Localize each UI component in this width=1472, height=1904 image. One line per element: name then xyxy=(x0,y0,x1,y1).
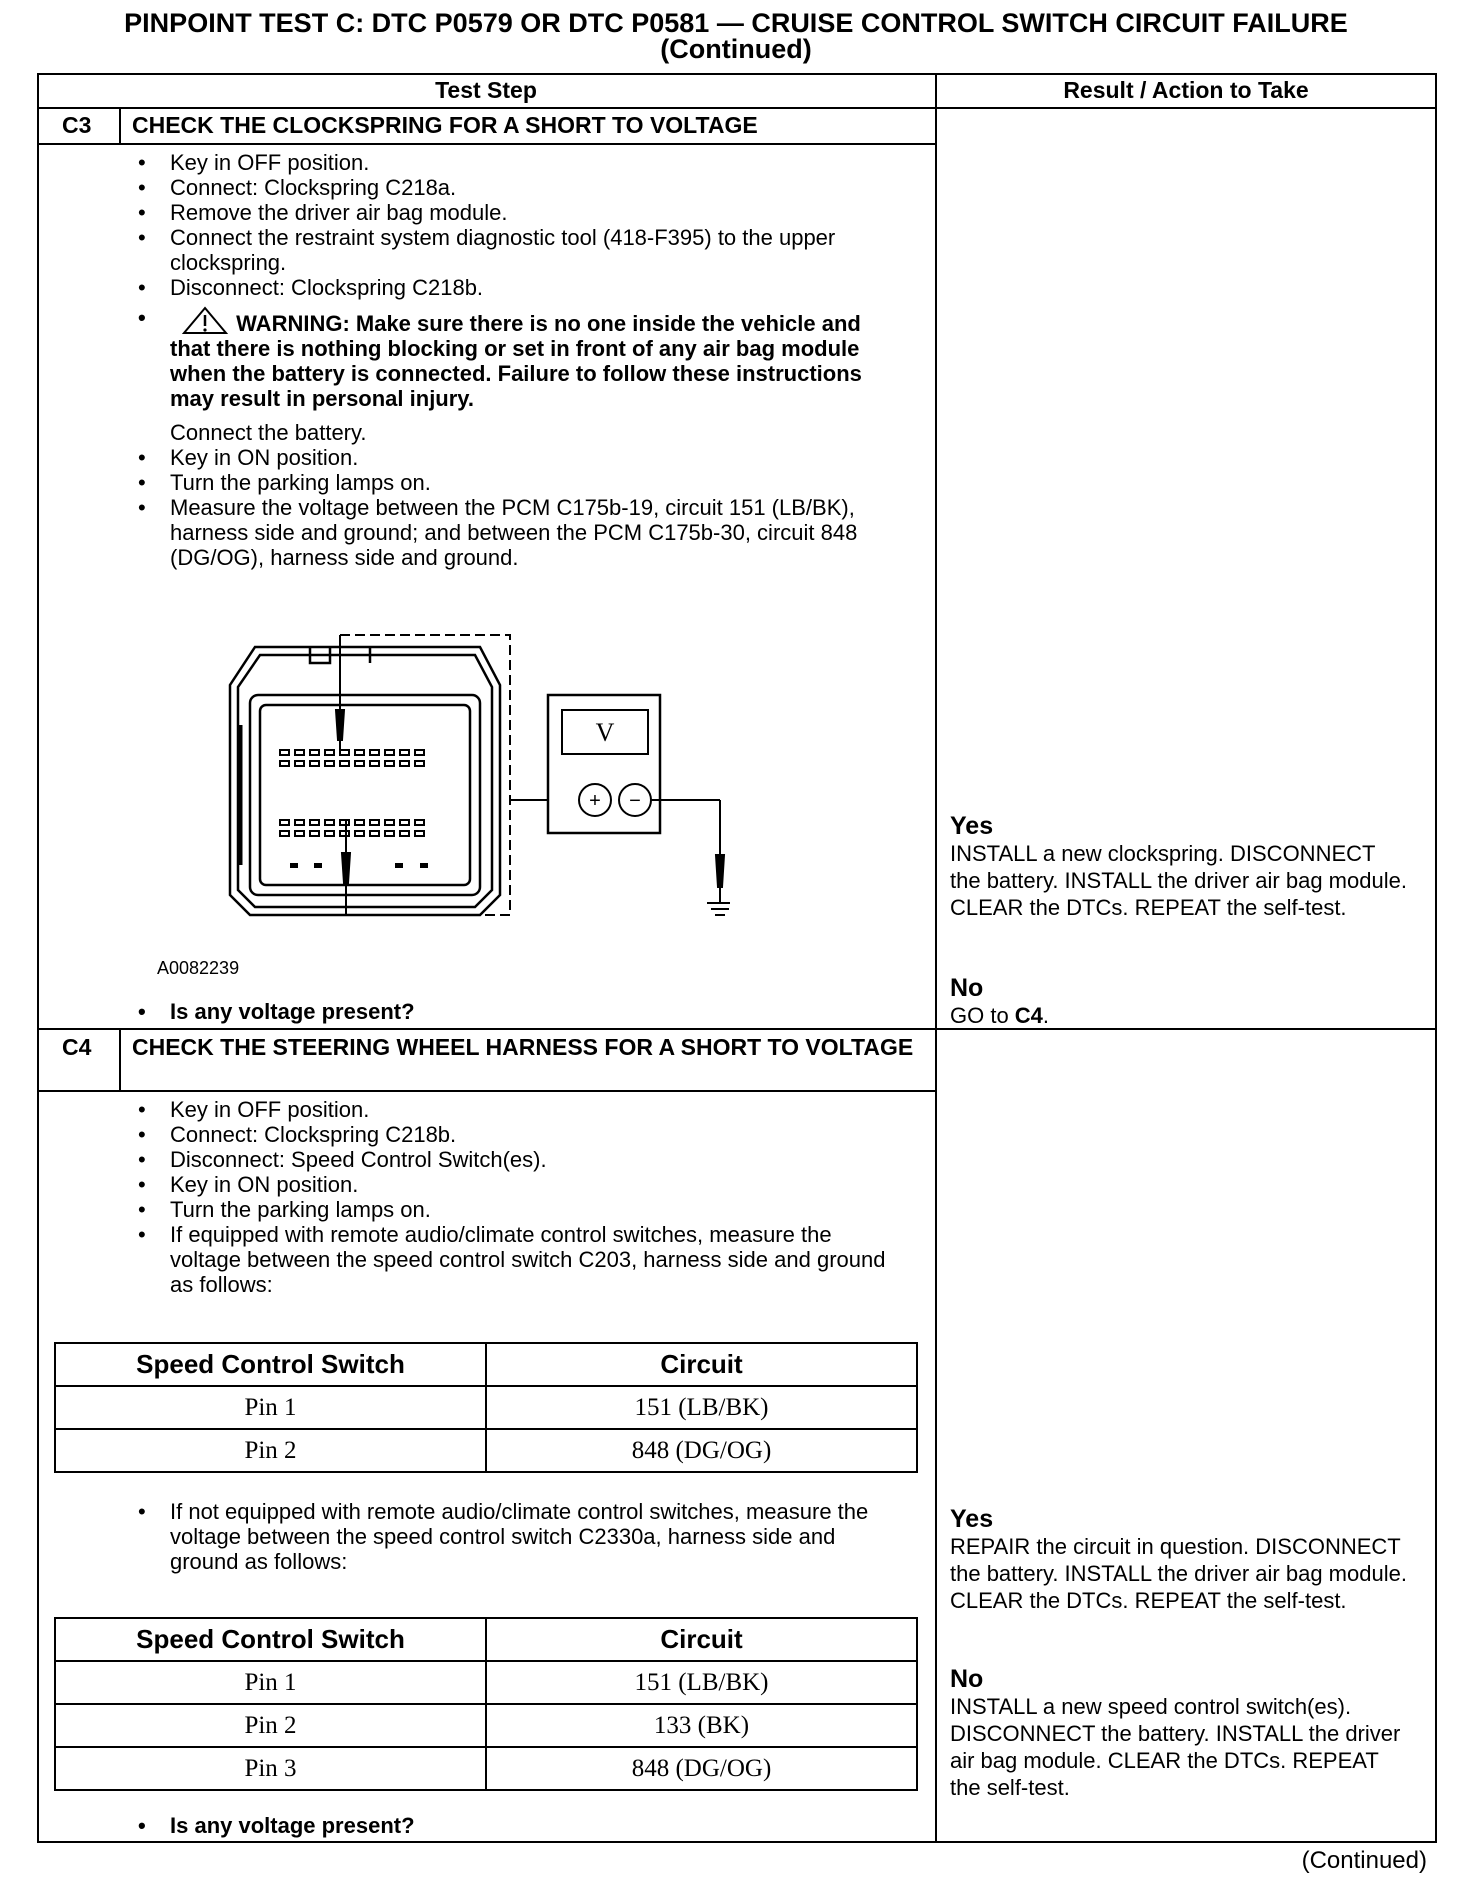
pin-cell: Pin 1 xyxy=(55,1386,486,1429)
no-action xyxy=(950,1002,1410,1029)
voltage-measurement-diagram xyxy=(210,625,730,945)
circuit-cell: 133 (BK) xyxy=(486,1704,917,1747)
connector-lower-cavities xyxy=(290,863,428,868)
c4-instructions-alt xyxy=(138,1499,908,1574)
list-item: • Key in OFF position. xyxy=(138,1097,908,1122)
c3-id-divider xyxy=(119,107,121,145)
list-item: • If equipped with remote audio/climate control switches, measure the voltage between the speed control switch C203, harness side and ground as follows: xyxy=(138,1222,908,1297)
c3-question xyxy=(138,999,898,1024)
c4-question xyxy=(138,1813,898,1838)
list-item: • Key in OFF position. xyxy=(138,150,908,175)
c4-result-no xyxy=(950,1665,1410,1801)
circuit-cell: 151 (LB/BK) xyxy=(486,1661,917,1704)
yes-heading: Yes xyxy=(950,1505,994,1533)
no-heading: No xyxy=(950,1665,984,1693)
list-item: • Key in ON position. xyxy=(138,445,908,470)
table-row xyxy=(55,1386,917,1429)
pin-cell: Pin 2 xyxy=(55,1429,486,1472)
result-action-header: Result / Action to Take xyxy=(1063,77,1309,103)
test-step-header: Test Step xyxy=(435,77,537,103)
warning-triangle-icon xyxy=(180,305,230,335)
c4-result-yes xyxy=(950,1505,1410,1614)
column-divider xyxy=(935,73,937,1843)
list-item: • Key in ON position. xyxy=(138,1172,908,1197)
c3-step-title: CHECK THE CLOCKSPRING FOR A SHORT TO VOLTAGE xyxy=(132,112,758,138)
question-text: • Is any voltage present? xyxy=(138,999,898,1024)
circuit-cell: 848 (DG/OG) xyxy=(486,1747,917,1790)
question-text: • Is any voltage present? xyxy=(138,1813,898,1838)
yes-heading: Yes xyxy=(950,812,994,840)
list-item: • Connect the restraint system diagnostic tool (418-F395) to the upper clockspring. xyxy=(138,225,908,275)
c4-title-divider xyxy=(37,1090,937,1092)
no-action-suffix: . xyxy=(1042,1003,1050,1028)
table-row xyxy=(55,1661,917,1704)
pcm-connector-illustration xyxy=(230,647,500,915)
table-header-row xyxy=(55,1618,917,1661)
c3-warning xyxy=(138,305,898,411)
page-title: PINPOINT TEST C: DTC P0579 OR DTC P0581 — CRUISE CONTROL SWITCH CIRCUIT FAILURE xyxy=(124,8,1348,38)
warning-item xyxy=(138,305,898,411)
c3-instructions-continued xyxy=(138,420,908,570)
circuit-cell: 848 (DG/OG) xyxy=(486,1429,917,1472)
ground-lead xyxy=(651,800,730,915)
list-item: • If not equipped with remote audio/climate control switches, measure the voltage between the speed control switch C2330a, harness side and ground as follows: xyxy=(138,1499,908,1574)
no-heading: No xyxy=(950,974,984,1002)
list-item: • Disconnect: Speed Control Switch(es). xyxy=(138,1147,908,1172)
list-item: • Measure the voltage between the PCM C175b-19, circuit 151 (LB/BK), harness side and ground; and between the PCM C175b-30, circuit 848 (DG/OG), harness side and ground. xyxy=(138,495,908,570)
pin-cell: Pin 2 xyxy=(55,1704,486,1747)
c3-title-divider xyxy=(37,143,937,145)
header-row-divider xyxy=(37,107,1437,109)
yes-action: REPAIR the circuit in question. DISCONNECT the battery. INSTALL the driver air bag module. CLEAR the DTCs. REPEAT the self-test. xyxy=(950,1534,1407,1613)
column-header: Circuit xyxy=(486,1343,917,1386)
voltmeter-illustration xyxy=(548,695,660,833)
voltmeter-minus-label: − xyxy=(629,790,641,812)
pin-cell: Pin 3 xyxy=(55,1747,486,1790)
list-item: • Connect: Clockspring C218b. xyxy=(138,1122,908,1147)
pin-cell: Pin 1 xyxy=(55,1661,486,1704)
list-item: Connect the battery. xyxy=(170,420,367,445)
column-header: Speed Control Switch xyxy=(55,1618,486,1661)
column-header: Speed Control Switch xyxy=(55,1343,486,1386)
table-row xyxy=(55,1429,917,1472)
column-header: Circuit xyxy=(486,1618,917,1661)
list-item: • Turn the parking lamps on. xyxy=(138,470,908,495)
warning-text: WARNING: Make sure there is no one inside the vehicle and that there is nothing blocking or set in front of any air bag module when the battery is connected. Failure to follow these instructions may result in personal injury. xyxy=(170,311,862,411)
voltmeter-display-label: V xyxy=(595,718,615,747)
pin-circuit-table-c2330a xyxy=(54,1617,918,1791)
voltmeter-plus-label: + xyxy=(589,790,601,812)
no-action-text: GO to xyxy=(950,1003,1015,1028)
connector-pin-rows xyxy=(280,750,424,836)
table-header-row xyxy=(55,1343,917,1386)
circuit-cell: 151 (LB/BK) xyxy=(486,1386,917,1429)
goto-c4-link[interactable]: C4 xyxy=(1014,1003,1043,1028)
list-item: • Connect: Clockspring C218a. xyxy=(138,175,908,200)
table-row xyxy=(55,1747,917,1790)
c3-result-yes xyxy=(950,812,1410,921)
c3-instructions xyxy=(138,150,908,300)
list-item: • Disconnect: Clockspring C218b. xyxy=(138,275,908,300)
continued-footer: (Continued) xyxy=(1301,1847,1427,1874)
c3-result-no xyxy=(950,974,1410,1029)
table-row xyxy=(55,1704,917,1747)
c4-id-divider xyxy=(119,1028,121,1092)
figure-caption: A0082239 xyxy=(157,958,240,978)
c4-instructions xyxy=(138,1097,908,1297)
yes-action: INSTALL a new clockspring. DISCONNECT the battery. INSTALL the driver air bag module. CLEAR the DTCs. REPEAT the self-test. xyxy=(950,841,1407,920)
probe-leads xyxy=(336,635,548,915)
c4-step-title: CHECK THE STEERING WHEEL HARNESS FOR A SHORT TO VOLTAGE xyxy=(132,1034,914,1060)
c3-step-id: C3 xyxy=(62,112,92,138)
c4-step-id: C4 xyxy=(62,1034,92,1060)
list-item: • Remove the driver air bag module. xyxy=(138,200,908,225)
pin-circuit-table-c203 xyxy=(54,1342,918,1473)
page-subtitle: (Continued) xyxy=(660,34,812,64)
no-action: INSTALL a new speed control switch(es). DISCONNECT the battery. INSTALL the driver air bag module. CLEAR the DTCs. REPEAT the self-test. xyxy=(950,1694,1401,1800)
list-item: • Turn the parking lamps on. xyxy=(138,1197,908,1222)
